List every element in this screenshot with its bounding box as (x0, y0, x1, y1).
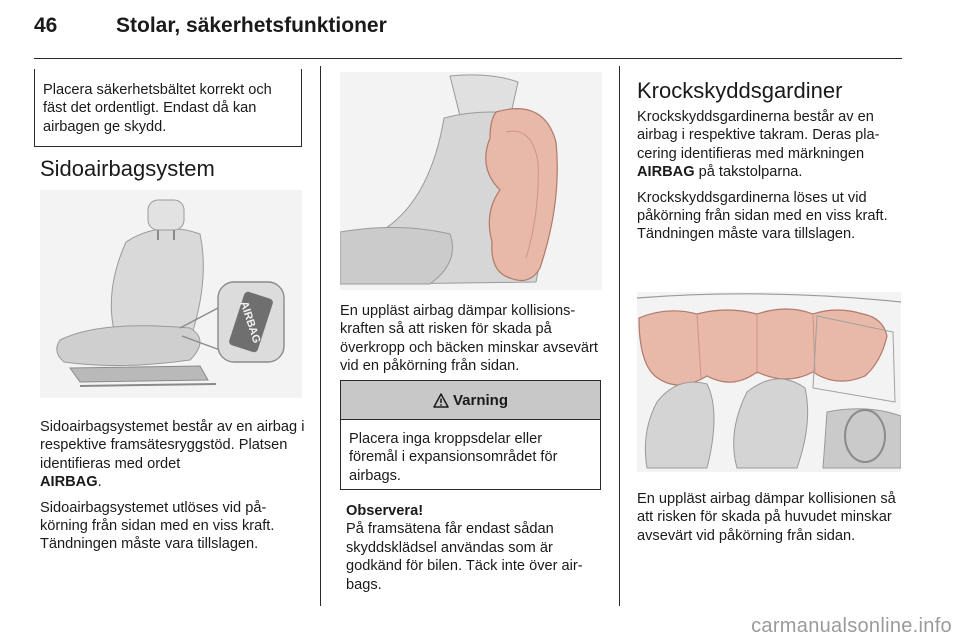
side-airbag-para-2: Sidoairbagsystemet utlöses vid påkörning från sidan med en viss kraft. Tändningen måste vara tillslagen. (40, 499, 275, 553)
warning-header (341, 381, 600, 420)
observe-block (346, 502, 604, 594)
section-title-side-airbag: Sidoairbagsystem (40, 156, 215, 181)
airbag-label-text: AIRBAG (237, 299, 263, 345)
observe-title: Observera! (346, 503, 424, 519)
seat-airbag-figure (40, 190, 302, 398)
seat-airbag-inflated-figure (340, 72, 602, 290)
seatbelt-note-box (34, 69, 302, 147)
header-rule (34, 58, 902, 59)
warning-title: Varning (452, 391, 508, 409)
curtain-airbag-para-2: Krockskyddsgardinerna löses ut vid påkörning från sidan med en viss kraft. Tändningen måste vara tillslagen. (637, 189, 888, 243)
side-airbag-text (40, 418, 305, 561)
section-title-curtain-airbags: Krockskyddsgardiner (637, 78, 843, 103)
column-divider-1 (320, 66, 321, 606)
warning-triangle-icon (433, 393, 449, 408)
warning-text: Placera inga kroppsdelar eller föremål i expansionsområdet för airbags. (349, 431, 558, 484)
seatbelt-note-text: Placera säkerhetsbältet korrekt och fäst det ordentligt. Endast då kan airbagen ge skydd. (43, 82, 272, 135)
airbag-word: AIRBAG (40, 474, 98, 491)
watermark: carmanualsonline.info (751, 615, 952, 637)
airbag-word-2: AIRBAG (637, 164, 695, 181)
warning-box (340, 380, 601, 490)
side-airbag-para-1: Sidoairbagsystemet består av en airbag i respektive framsätesryggstöd. Platsen identifieras med ordet AIRBAG. (40, 419, 305, 491)
page-number: 46 (34, 14, 58, 37)
inflated-airbag-caption: En uppläst airbag dämpar kollisionskraften så att risken för skada på överkropp och bäcken minskar avsevärt vid en påkörning från sidan. (340, 303, 598, 375)
column-divider-2 (619, 66, 620, 606)
page-heading: Stolar, säkerhetsfunktioner (116, 14, 387, 37)
curtain-airbag-text (637, 108, 902, 251)
curtain-airbag-para-1: Krockskyddsgardinerna består av en airbag i respektive takram. Deras placering identifieras med märkningen AIRBAG på takstolparna. (637, 109, 880, 181)
curtain-airbag-figure (637, 292, 901, 472)
curtain-airbag-caption: En uppläst airbag dämpar kollisionen så att risken för skada på huvudet minskar avsevärt vid påkörning från sidan. (637, 491, 896, 544)
observe-text: På framsätena får endast sådan skyddsklädsel användas som är godkänd för bilen. Täck inte över airbags. (346, 521, 583, 593)
